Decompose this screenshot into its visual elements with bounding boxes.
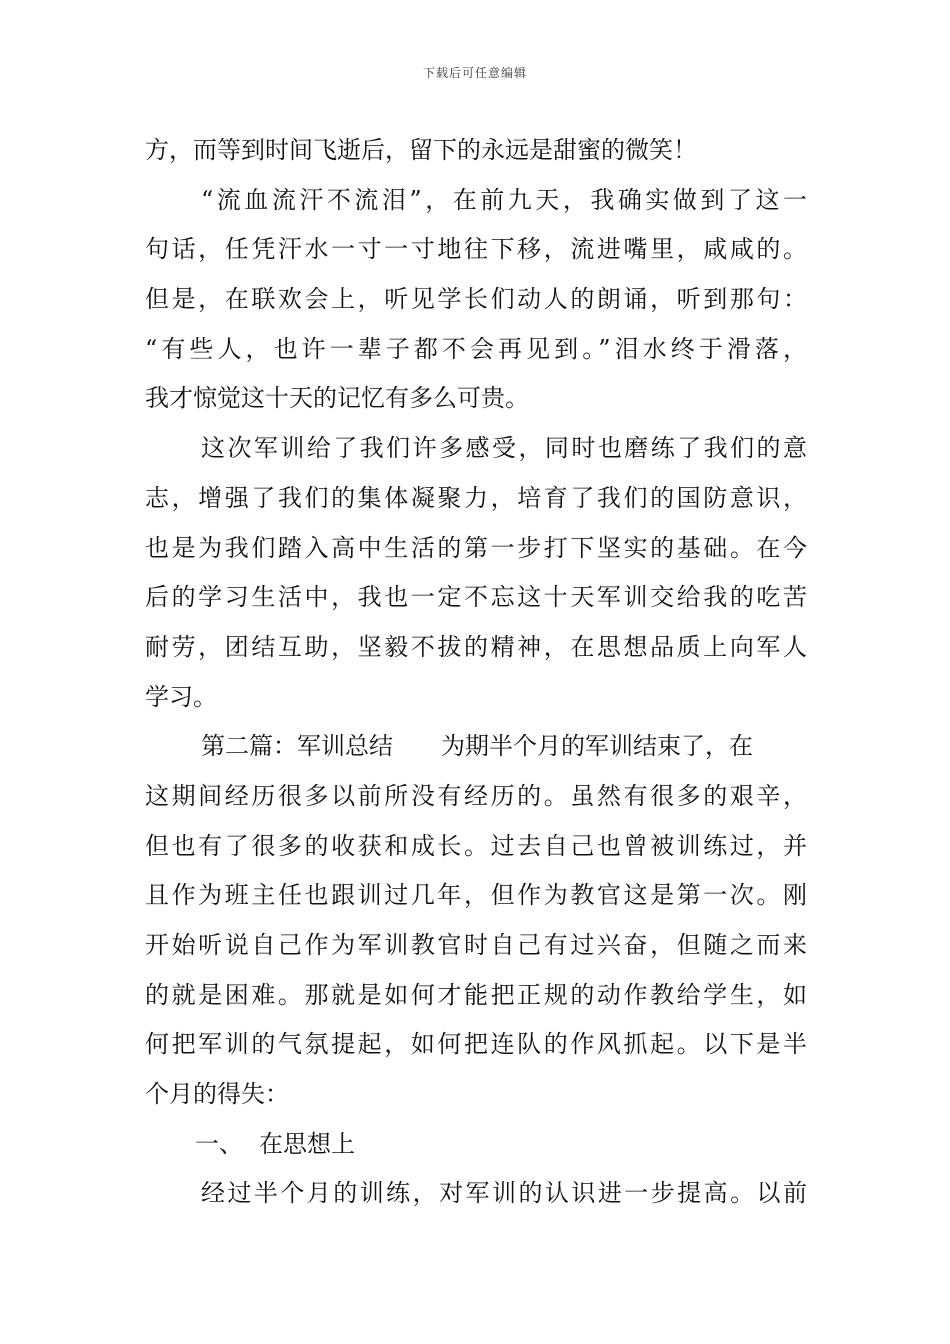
page-header-note: 下载后可任意编辑 [422,66,527,80]
text-line: 也是为我们踏入高中生活的第一步打下坚实的基础。在今 [145,533,807,562]
document-body [145,126,807,1219]
text-line: 耐劳，团结互助，坚毅不拔的精神，在思想品质上向军人 [145,632,807,661]
paragraph-first-line: “流血流汗不流泪”，在前九天，我确实做到了这一 [201,185,807,214]
section-first-line: 为期半个月的军训结束了，在 [441,732,753,761]
text-line: 学习。 [145,682,217,711]
text-line: 方，而等到时间飞逝后，留下的永远是甜蜜的微笑！ [145,136,697,164]
section-title: 第二篇：军训总结 [201,732,393,761]
text-line: 后的学习生活中，我也一定不忘这十天军训交给我的吃苦 [145,583,807,612]
text-line: 且作为班主任也跟训过几年，但作为教官这是第一次。刚 [145,881,807,910]
text-line: 但也有了很多的收获和成长。过去自己也曾被训练过，并 [145,831,807,860]
subheading-text: 在思想上 [259,1129,355,1158]
text-line: 个月的得失： [145,1080,289,1109]
section-title-line [145,722,807,772]
text-line: 志，增强了我们的集体凝聚力，培育了我们的国防意识， [145,483,807,512]
text-line: 的就是困难。那就是如何才能把正规的动作教给学生，如 [145,980,807,1009]
subheading [145,1120,807,1170]
text-line: 开始听说自己作为军训教官时自己有过兴奋，但随之而来 [145,931,807,959]
text-line: “有些人，也许一辈子都不会再见到。”泪水终于滑落， [145,334,807,363]
text-line: 我才惊觉这十天的记忆有多么可贵。 [145,384,529,413]
text-line: 句话，任凭汗水一寸一寸地往下移，流进嘴里，咸咸的。 [145,235,807,264]
text-line: 何把军训的气氛提起，如何把连队的作风抓起。以下是半 [145,1030,807,1059]
text-line: 但是，在联欢会上，听见学长们动人的朗诵，听到那句： [145,285,807,314]
text-line: 这期间经历很多以前所没有经历的。虽然有很多的艰辛， [145,781,807,810]
subheading-number: 一、 [195,1129,243,1158]
paragraph-first-line: 经过半个月的训练，对军训的认识进一步提高。以前 [201,1179,807,1208]
paragraph-first-line: 这次军训给了我们许多感受，同时也磨练了我们的意 [201,434,807,463]
